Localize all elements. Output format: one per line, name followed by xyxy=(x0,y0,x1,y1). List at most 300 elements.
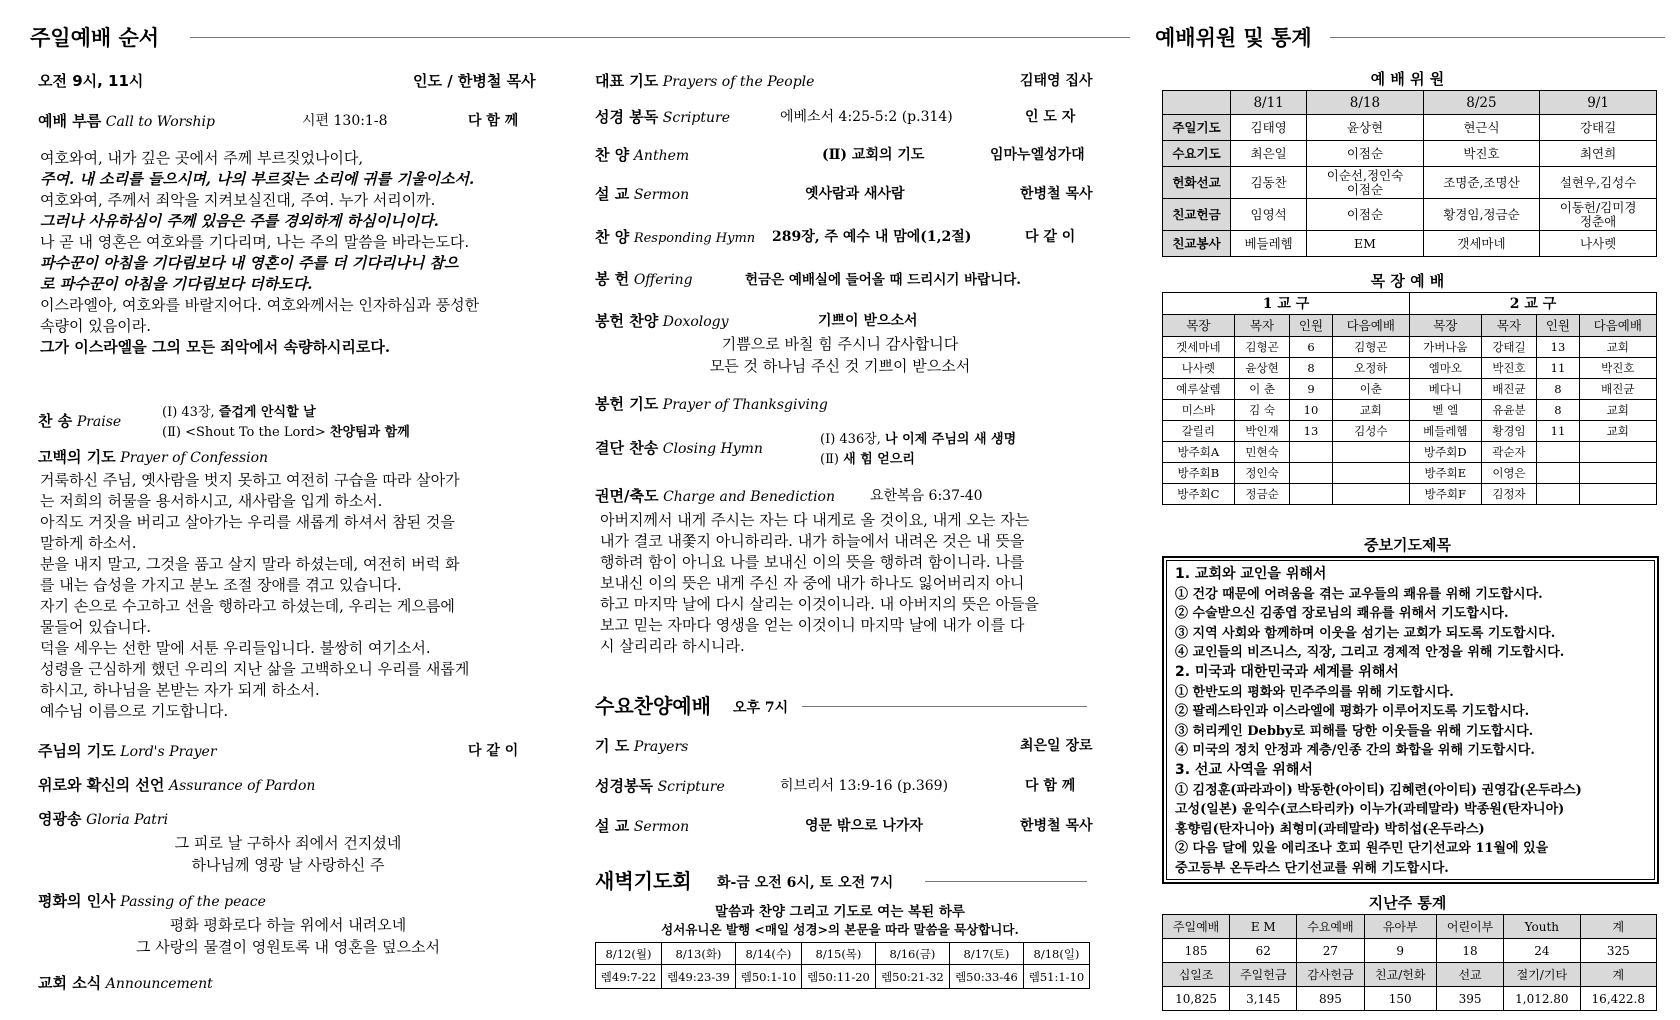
closing-hymn-ko: 결단 찬송 xyxy=(595,439,659,457)
sermon-title: 옛사람과 새사람 xyxy=(805,186,905,202)
committee-row xyxy=(1163,115,1657,141)
mokjang-cell: 10 xyxy=(1290,400,1332,421)
mokjang-cell: 11 xyxy=(1537,358,1579,379)
mokjang-cell: 방주회E xyxy=(1409,463,1481,484)
mokjang-cell: 가버나움 xyxy=(1409,337,1481,358)
confession-line: 를 내는 습성을 가지고 분노 조절 장애를 겪고 있습니다. xyxy=(40,576,402,594)
confession-prayer xyxy=(40,470,469,722)
wed-scripture-ref: 히브리서 13:9-16 (p.369) xyxy=(780,778,949,794)
wed-prayer-ko: 기 도 xyxy=(595,737,630,755)
gloria-ko: 영광송 xyxy=(38,810,82,828)
doxology-heading xyxy=(595,310,729,331)
prayer-item: ④ 교인들의 비즈니스, 직장, 그리고 경제적 안정을 위해 기도합시다. xyxy=(1175,645,1565,661)
mokjang-cell: 민현숙 xyxy=(1234,442,1290,463)
confession-line: 성령을 근심하게 했던 우리의 지난 삶을 고백하오니 우리를 새롭게 xyxy=(40,660,470,678)
gloria-heading xyxy=(38,808,168,829)
stats-header-cell: 계 xyxy=(1580,963,1656,987)
stats-value-cell: 895 xyxy=(1297,987,1364,1011)
stats-header-cell: 주일예배 xyxy=(1163,915,1230,939)
mokjang-header-cell: 목자 xyxy=(1234,315,1290,337)
mokjang-cell: 방주회F xyxy=(1409,484,1481,505)
stats-value-cell: 150 xyxy=(1364,987,1436,1011)
committee-date-cell: 8/25 xyxy=(1423,91,1539,115)
confession-ko: 고백의 기도 xyxy=(38,448,116,466)
lords-prayer-en: Lord's Prayer xyxy=(120,744,217,760)
stats-header-cell: 십일조 xyxy=(1163,963,1230,987)
mokjang-cell xyxy=(1537,484,1579,505)
stats-value-cell: 9 xyxy=(1364,939,1436,963)
john-line: 보내신 이의 뜻은 내게 주신 자 중에 내가 하나도 잃어버리지 아니 xyxy=(600,574,1025,592)
committee-cell: 갯세마네 xyxy=(1423,231,1539,257)
committee-cell: 이점순 xyxy=(1307,141,1423,167)
mokjang-cell: 박인재 xyxy=(1234,421,1290,442)
wed-sermon-en: Sermon xyxy=(633,819,690,835)
confession-line: 는 저희의 허물을 용서하시고, 새사람을 입게 하소서. xyxy=(40,492,383,510)
mokjang-cell xyxy=(1290,442,1332,463)
anthem-title: (Ⅱ) 교회의 기도 xyxy=(822,147,925,163)
dawn-date-cell: 8/16(금) xyxy=(875,943,949,965)
prayer-item: 홍향림(탄자니아) 최형미(과테말라) 박히섭(온두라스) xyxy=(1175,821,1485,837)
thanksgiving-ko: 봉헌 기도 xyxy=(595,395,659,413)
mokjang-cell: 6 xyxy=(1290,337,1332,358)
confession-line: 자기 손으로 수고하고 선을 행하라고 하셨는데, 우리는 게으름에 xyxy=(40,597,455,615)
committee-table xyxy=(1162,90,1657,257)
doxology-ko: 봉헌 찬양 xyxy=(595,312,659,330)
stats-value-cell: 185 xyxy=(1163,939,1230,963)
mokjang-cell: 교회 xyxy=(1579,400,1656,421)
closing-hymn-2 xyxy=(820,448,915,467)
mokjang-cell: 교회 xyxy=(1332,400,1409,421)
praise-heading xyxy=(38,410,121,431)
dawn-date-cell: 8/15(목) xyxy=(801,943,875,965)
scripture-heading xyxy=(595,106,730,127)
mokjang-cell: 교회 xyxy=(1579,421,1656,442)
mokjang-cell xyxy=(1579,484,1656,505)
scripture-who: 인 도 자 xyxy=(1025,109,1076,125)
prayer-item: ② 팔레스타인과 이스라엘에 평화가 이루어지도록 기도합시다. xyxy=(1175,704,1530,720)
announcement-ko: 교회 소식 xyxy=(38,974,102,992)
john-line: 하고 마지막 날에 다시 살리는 이것이니라. 내 아버지의 뜻은 아들을 xyxy=(600,595,1039,613)
committee-date-cell: 8/11 xyxy=(1231,91,1307,115)
psalm-line: 그러나 사유하심이 주께 있음은 주를 경외하게 하심이니이다. xyxy=(40,212,439,230)
dawn-date-cell: 8/17(토) xyxy=(949,943,1023,965)
committee-cell: 베들레헴 xyxy=(1231,231,1307,257)
sermon-ko: 설 교 xyxy=(595,185,630,203)
committee-row xyxy=(1163,141,1657,167)
prayer-item: ② 수술받으신 김종엽 장로님의 쾌유를 위해서 기도합시다. xyxy=(1175,606,1509,622)
sermon-who: 한병철 목사 xyxy=(1020,186,1093,202)
psalm-line: 여호와여, 내가 깊은 곳에서 주께 부르짖었나이다, xyxy=(40,149,364,167)
dawn-reading-table xyxy=(595,942,1090,989)
mokjang-header-cell: 인원 xyxy=(1537,315,1579,337)
stats-header-cell: E M xyxy=(1230,915,1297,939)
dawn-title: 새벽기도회 xyxy=(595,869,692,893)
wed-sermon-heading xyxy=(595,815,689,836)
mokjang-cell: 박진호 xyxy=(1579,358,1656,379)
stats-table-title: 지난주 통계 xyxy=(1368,894,1447,912)
praise-hymn-2 xyxy=(162,421,410,440)
peace-heading xyxy=(38,890,266,911)
committee-role-cell: 수요기도 xyxy=(1163,141,1231,167)
committee-role-cell: 주일기도 xyxy=(1163,115,1231,141)
mokjang-cell: 윤상현 xyxy=(1234,358,1290,379)
dawn-date-cell: 8/13(화) xyxy=(661,943,735,965)
praise-en: Praise xyxy=(76,414,122,430)
committee-stats-column xyxy=(1150,0,1665,1020)
thanksgiving-heading xyxy=(595,393,828,414)
mokjang-cell xyxy=(1579,442,1656,463)
mokjang-cell xyxy=(1537,463,1579,484)
offering-note: 헌금은 예배실에 들어올 때 드리시기 바랍니다. xyxy=(745,272,1021,288)
closing-hymn-2-title: 새 힘 얻으리 xyxy=(843,452,915,467)
mokjang-cell: 겟세마네 xyxy=(1163,337,1235,358)
mokjang-table xyxy=(1162,292,1657,505)
stats-value-cell: 1,012.80 xyxy=(1504,987,1580,1011)
dawn-date-cell: 8/12(월) xyxy=(596,943,662,965)
prayer-item: 중고등부 온두라스 단기선교를 위해 기도합시다. xyxy=(1175,860,1449,876)
committee-cell: 나사렛 xyxy=(1540,231,1657,257)
committee-cell: EM xyxy=(1307,231,1423,257)
committee-cell: 황경임,정금순 xyxy=(1423,199,1539,231)
closing-hymn-en: Closing Hymn xyxy=(662,441,763,457)
anthem-en: Anthem xyxy=(633,148,690,164)
confession-line: 거룩하신 주님, 옛사람을 벗지 못하고 여전히 구습을 따라 살아가 xyxy=(40,471,460,489)
assurance-en: Assurance of Pardon xyxy=(168,778,316,794)
committee-cell: 김태영 xyxy=(1231,115,1307,141)
offering-en: Offering xyxy=(633,272,693,288)
anthem-who: 임마누엘성가대 xyxy=(990,147,1085,163)
stats-table xyxy=(1162,914,1657,1011)
worship-order-title: 주일예배 순서 xyxy=(30,26,160,50)
charge-heading xyxy=(595,485,835,506)
dawn-date-cell: 8/18(일) xyxy=(1023,943,1089,965)
mokjang-cell: 11 xyxy=(1537,421,1579,442)
psalm-line: 로 파수꾼이 아침을 기다림보다 더하도다. xyxy=(40,275,313,293)
mokjang-cell: 엠마오 xyxy=(1409,358,1481,379)
responding-hymn-en: Responding Hymn xyxy=(633,231,756,246)
confession-line: 예수님 이름으로 기도합니다. xyxy=(40,702,229,720)
psalm-line: 그가 이스라엘을 그의 모든 죄악에서 속량하시리로다. xyxy=(40,338,391,356)
mokjang-cell: 강태길 xyxy=(1481,337,1537,358)
stats-value-row xyxy=(1163,939,1657,963)
wednesday-title: 수요찬양예배 xyxy=(595,694,711,718)
mokjang-cell: 이춘 xyxy=(1332,379,1409,400)
committee-row xyxy=(1163,231,1657,257)
mokjang-cell: 교회 xyxy=(1579,337,1656,358)
mokjang-header-row xyxy=(1163,315,1657,337)
stats-value-cell: 395 xyxy=(1436,987,1503,1011)
committee-cell: 현근식 xyxy=(1423,115,1539,141)
committee-cell: 이동헌/김미경 정춘애 xyxy=(1540,199,1657,231)
committee-cell: 김동찬 xyxy=(1231,167,1307,199)
dawn-ref-cell: 렘49:7-22 xyxy=(596,965,662,989)
confession-line: 덕을 세우는 선한 말에 서툰 우리들입니다. 불쌍히 여기소서. xyxy=(40,639,431,657)
mokjang-cell: 8 xyxy=(1537,379,1579,400)
stats-value-cell: 3,145 xyxy=(1230,987,1297,1011)
committee-role-cell: 헌화선교 xyxy=(1163,167,1231,199)
mokjang-row xyxy=(1163,421,1657,442)
stats-header-cell: Youth xyxy=(1504,915,1580,939)
prayer-item: ① 건강 때문에 어려움을 겪는 교우들의 쾌유를 위해 기도합시다. xyxy=(1175,586,1543,602)
call-to-worship-who: 다 함 께 xyxy=(468,113,519,129)
dawn-ref-cell: 렘50:21-32 xyxy=(875,965,949,989)
stats-header-cell: 어린이부 xyxy=(1436,915,1503,939)
mokjang-cell: 김성수 xyxy=(1332,421,1409,442)
prayer-item: ④ 미국의 정치 안정과 계층/인종 간의 화합을 위해 기도합시다. xyxy=(1175,743,1535,759)
confession-heading xyxy=(38,446,268,467)
intercessory-prayer-box xyxy=(1162,556,1659,884)
stats-value-cell: 18 xyxy=(1436,939,1503,963)
mokjang-cell: 김정자 xyxy=(1481,484,1537,505)
praise-hymn-2-num: (Ⅱ) <Shout To the Lord> xyxy=(162,425,330,440)
committee-row xyxy=(1163,199,1657,231)
mokjang-header-cell: 인원 xyxy=(1290,315,1332,337)
anthem-ko: 찬 양 xyxy=(595,146,630,164)
stats-header-cell: 감사헌금 xyxy=(1297,963,1364,987)
stats-header-row xyxy=(1163,963,1657,987)
call-to-worship xyxy=(38,110,215,131)
prayer-box-title: 중보기도제목 xyxy=(1364,536,1451,554)
mokjang-cell: 13 xyxy=(1537,337,1579,358)
committee-cell: 최연희 xyxy=(1540,141,1657,167)
mokjang-row xyxy=(1163,379,1657,400)
confession-line: 말하게 하소서. xyxy=(40,534,137,552)
mokjang-header-cell: 다음예배 xyxy=(1332,315,1409,337)
worship-order-column xyxy=(0,0,560,1020)
praise-hymn-1-num: (Ⅰ) 43장, xyxy=(162,405,219,420)
confession-line: 물들어 있습니다. xyxy=(40,618,151,636)
assurance-heading xyxy=(38,774,315,795)
lords-prayer-heading xyxy=(38,740,217,761)
dawn-refs-row xyxy=(596,965,1090,989)
mokjang-cell: 정금순 xyxy=(1234,484,1290,505)
mokjang-cell: 9 xyxy=(1290,379,1332,400)
gloria-en: Gloria Patri xyxy=(86,812,169,828)
dawn-line-2: 성서유니온 발행 <매일 성경>의 본문을 따라 말씀을 묵상합니다. xyxy=(661,922,1019,937)
mokjang-cell: 박진호 xyxy=(1481,358,1537,379)
wed-prayer-en: Prayers xyxy=(633,739,689,755)
stats-value-cell: 27 xyxy=(1297,939,1364,963)
district-2-cell: 2 교 구 xyxy=(1409,293,1656,315)
closing-hymn-1 xyxy=(820,428,1016,447)
mokjang-cell: 곽순자 xyxy=(1481,442,1537,463)
worship-order-continued-column xyxy=(580,0,1100,1020)
dawn-rule xyxy=(925,881,1087,882)
mokjang-cell: 방주회A xyxy=(1163,442,1235,463)
committee-cell: 이순선,정인숙 이점순 xyxy=(1307,167,1423,199)
prayer-item: ② 다음 달에 있을 에리조나 호피 원주민 단기선교와 11월에 있을 xyxy=(1175,841,1549,857)
peace-line-1: 평화 평화로다 하늘 위에서 내려오네 xyxy=(169,916,407,934)
dawn-time: 화-금 오전 6시, 토 오전 7시 xyxy=(717,875,894,891)
psalm-reading xyxy=(40,148,479,358)
mokjang-row xyxy=(1163,463,1657,484)
john-line: 행하려 함이 아니요 나를 보내신 이의 뜻을 행하려 함이니라. 나를 xyxy=(600,553,1025,571)
responding-hymn-who: 다 같 이 xyxy=(1025,229,1076,245)
committee-cell: 이점순 xyxy=(1307,199,1423,231)
anthem-heading xyxy=(595,144,689,165)
committee-stats-title: 예배위원 및 통계 xyxy=(1155,26,1312,50)
mokjang-cell: 13 xyxy=(1290,421,1332,442)
mokjang-cell: 방주회C xyxy=(1163,484,1235,505)
committee-cell: 조명준,조명산 xyxy=(1423,167,1539,199)
wed-scripture-ko: 성경봉독 xyxy=(595,777,653,795)
wed-sermon-title: 영문 밖으로 나가자 xyxy=(805,818,923,834)
praise-hymn-2-title: 찬양팀과 함께 xyxy=(329,425,410,440)
wed-prayer-who: 최은일 장로 xyxy=(1020,738,1093,754)
dawn-line-1: 말씀과 찬양 그리고 기도로 여는 복된 하루 xyxy=(715,904,965,920)
mokjang-cell: 정인숙 xyxy=(1234,463,1290,484)
wed-prayer-heading xyxy=(595,735,688,756)
charge-en: Charge and Benediction xyxy=(663,489,836,505)
mokjang-cell: 김형곤 xyxy=(1234,337,1290,358)
stats-header-cell: 친교/헌화 xyxy=(1364,963,1436,987)
dawn-ref-cell: 렘50:1-10 xyxy=(735,965,801,989)
dawn-dates-row xyxy=(596,943,1090,965)
gloria-line-1: 그 피로 날 구하사 죄에서 건지셨네 xyxy=(174,834,402,852)
mokjang-cell: 나사렛 xyxy=(1163,358,1235,379)
thanksgiving-en: Prayer of Thanksgiving xyxy=(662,397,828,413)
prayer-item: 고성(일본) 윤익수(코스타리카) 이누가(과테말라) 박종원(탄자니아) xyxy=(1175,802,1565,818)
call-to-worship-en: Call to Worship xyxy=(105,114,215,130)
stats-value-cell: 10,825 xyxy=(1163,987,1230,1011)
prayer-people-en: Prayers of the People xyxy=(662,74,815,90)
prayer-people-ko: 대표 기도 xyxy=(595,72,659,90)
committee-date-cell: 9/1 xyxy=(1540,91,1657,115)
doxology-line-1: 기쁨으로 바칠 힘 주시니 감사합니다 xyxy=(721,335,959,353)
wednesday-time: 오후 7시 xyxy=(733,700,789,716)
praise-hymn-1 xyxy=(162,401,316,420)
prayer-heading: 2. 미국과 대한민국과 세계를 위해서 xyxy=(1175,663,1399,680)
charge-ref: 요한복음 6:37-40 xyxy=(870,488,983,504)
wed-sermon-ko: 설 교 xyxy=(595,817,630,835)
stats-value-cell: 325 xyxy=(1580,939,1656,963)
psalm-line: 나 곧 내 영혼은 여호와를 기다리며, 나는 주의 말씀을 바라는도다. xyxy=(40,233,470,251)
psalm-line: 속량이 있음이라. xyxy=(40,317,151,335)
mokjang-cell: 베들레헴 xyxy=(1409,421,1481,442)
doxology-title: 기쁘이 받으소서 xyxy=(818,313,918,329)
stats-header-cell: 주일헌금 xyxy=(1230,963,1297,987)
committee-row xyxy=(1163,167,1657,199)
mokjang-cell: 8 xyxy=(1290,358,1332,379)
praise-hymn-1-title: 즐겁게 안식할 날 xyxy=(218,405,316,420)
closing-hymn-heading xyxy=(595,437,763,458)
service-time: 오전 9시, 11시 xyxy=(38,72,144,90)
prayer-heading: 3. 선교 사역을 위해서 xyxy=(1175,761,1313,778)
announcement-en: Announcement xyxy=(105,976,213,992)
mokjang-cell: 벧 엘 xyxy=(1409,400,1481,421)
psalm-line: 파수꾼이 아침을 기다림보다 내 영혼이 주를 더 기다리나니 참으 xyxy=(40,254,459,272)
prayer-item: ③ 허리케인 Debby로 피해를 당한 이웃들을 위해 기도합시다. xyxy=(1175,723,1534,739)
wed-scripture-en: Scripture xyxy=(657,779,725,795)
mokjang-cell: 미스바 xyxy=(1163,400,1235,421)
prayer-item: ① 한반도의 평화와 민주주의를 위해 기도합시다. xyxy=(1175,684,1454,700)
mokjang-cell xyxy=(1537,442,1579,463)
wed-sermon-who: 한병철 목사 xyxy=(1020,818,1093,834)
mokjang-row xyxy=(1163,484,1657,505)
committee-cell: 박진호 xyxy=(1423,141,1539,167)
dawn-ref-cell: 렘51:1-10 xyxy=(1023,965,1089,989)
peace-en: Passing of the peace xyxy=(120,894,266,910)
closing-hymn-1-title: 나 이제 주님의 새 생명 xyxy=(885,432,1017,447)
mokjang-row xyxy=(1163,400,1657,421)
stats-value-cell: 24 xyxy=(1504,939,1580,963)
stats-value-cell: 16,422.8 xyxy=(1580,987,1656,1011)
confession-en: Prayer of Confession xyxy=(120,450,269,466)
committee-cell: 설현우,김성수 xyxy=(1540,167,1657,199)
psalm-line: 주여. 내 소리를 들으시며, 나의 부르짖는 소리에 귀를 기울이소서. xyxy=(40,170,475,188)
closing-hymn-2-num: (Ⅱ) xyxy=(820,452,844,467)
responding-hymn-heading xyxy=(595,226,755,247)
wed-scripture-who: 다 함 께 xyxy=(1025,778,1076,794)
john-line: 내가 결코 내쫓지 아니하리라. 내가 하늘에서 내려온 것은 내 뜻을 xyxy=(600,532,1025,550)
committee-corner-cell xyxy=(1163,91,1231,115)
committee-table-title: 예 배 위 원 xyxy=(1370,70,1445,88)
district-1-cell: 1 교 구 xyxy=(1163,293,1410,315)
assurance-ko: 위로와 확신의 선언 xyxy=(38,776,165,794)
mokjang-cell xyxy=(1290,484,1332,505)
responding-hymn-title: 289장, 주 예수 내 맘에(1,2절) xyxy=(772,229,972,245)
stats-header-row xyxy=(1163,915,1657,939)
committee-date-cell: 8/18 xyxy=(1307,91,1423,115)
john-line: 아버지께서 내게 주시는 자는 다 내게로 올 것이요, 내게 오는 자는 xyxy=(600,511,1030,529)
offering-heading xyxy=(595,268,693,289)
stats-value-cell: 62 xyxy=(1230,939,1297,963)
committee-role-cell: 친교헌금 xyxy=(1163,199,1231,231)
mokjang-cell: 오정하 xyxy=(1332,358,1409,379)
scripture-ko: 성경 봉독 xyxy=(595,108,659,126)
call-to-worship-ko: 예배 부름 xyxy=(38,112,102,130)
charge-ko: 권면/축도 xyxy=(595,487,659,505)
mokjang-cell xyxy=(1332,484,1409,505)
prayer-heading: 1. 교회와 교인을 위해서 xyxy=(1175,566,1327,582)
mokjang-cell: 김형곤 xyxy=(1332,337,1409,358)
john-line: 보고 믿는 자마다 영생을 얻는 이것이니 마지막 날에 내가 이를 다 xyxy=(600,616,1025,634)
mokjang-row xyxy=(1163,358,1657,379)
prayer-people-who: 김태영 집사 xyxy=(1020,73,1093,89)
mokjang-cell: 황경임 xyxy=(1481,421,1537,442)
mokjang-cell: 베다니 xyxy=(1409,379,1481,400)
responding-hymn-ko: 찬 양 xyxy=(595,228,630,246)
call-to-worship-ref: 시편 130:1-8 xyxy=(302,113,388,129)
john-reading xyxy=(600,510,1039,657)
mokjang-cell: 예루살렘 xyxy=(1163,379,1235,400)
psalm-line: 여호와여, 주께서 죄악을 지켜보실진대, 주여. 누가 서리이까. xyxy=(40,191,436,209)
mokjang-table-title: 목 장 예 배 xyxy=(1370,272,1445,290)
stats-header-cell: 수요예배 xyxy=(1297,915,1364,939)
prayer-item: ③ 지역 사회와 함께하며 이웃을 섬기는 교회가 되도록 기도합시다. xyxy=(1175,625,1556,641)
committee-cell: 임영석 xyxy=(1231,199,1307,231)
mokjang-cell: 이 춘 xyxy=(1234,379,1290,400)
stats-header-cell: 유아부 xyxy=(1364,915,1436,939)
dawn-date-cell: 8/14(수) xyxy=(735,943,801,965)
dawn-ref-cell: 렘50:11-20 xyxy=(801,965,875,989)
doxology-en: Doxology xyxy=(662,314,729,330)
mokjang-header-cell: 목장 xyxy=(1163,315,1235,337)
gloria-line-2: 하나님께 영광 날 사랑하신 주 xyxy=(191,856,385,874)
lords-prayer-who: 다 같 이 xyxy=(468,743,519,759)
wed-scripture-heading xyxy=(595,775,725,796)
committee-cell: 최은일 xyxy=(1231,141,1307,167)
offering-ko: 봉 헌 xyxy=(595,270,630,288)
mokjang-header-cell: 다음예배 xyxy=(1579,315,1656,337)
prayer-people-heading xyxy=(595,70,814,91)
committee-header-row xyxy=(1163,91,1657,115)
mokjang-cell: 김 숙 xyxy=(1234,400,1290,421)
announcement-heading xyxy=(38,972,213,993)
mokjang-row xyxy=(1163,442,1657,463)
mokjang-cell: 배진균 xyxy=(1579,379,1656,400)
committee-role-cell: 친교봉사 xyxy=(1163,231,1231,257)
